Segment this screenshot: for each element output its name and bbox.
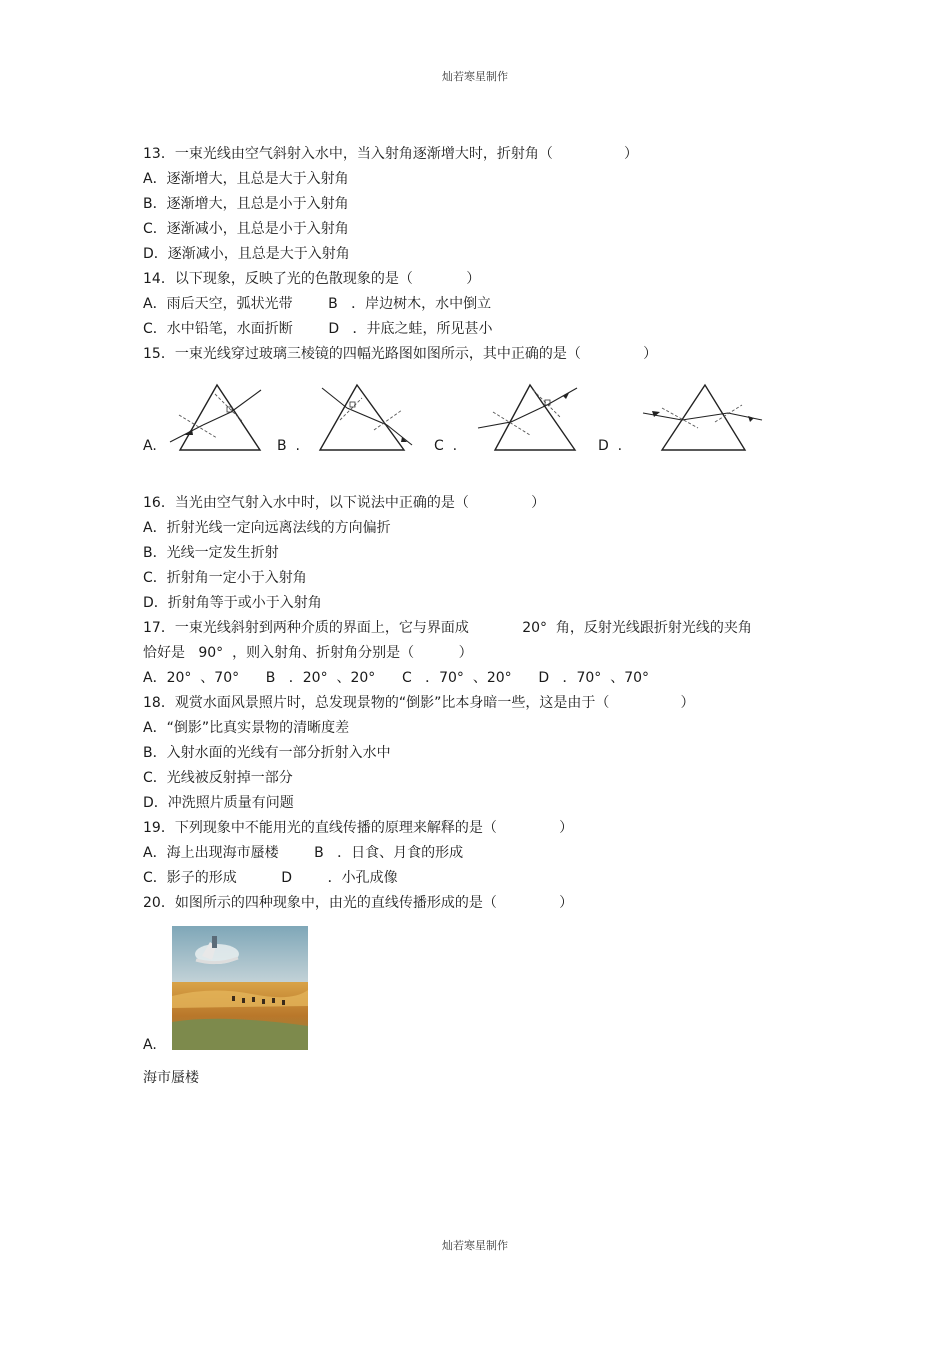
q17-stem-line1: 17．一束光线斜射到两种介质的界面上，它与界面成 20° 角，反射光线跟折射光线的夹角: [143, 620, 752, 636]
page-footer: 灿若寒星制作: [442, 1239, 508, 1252]
q19-options-cd: C．影子的形成 D ．小孔成像: [143, 870, 398, 886]
q17-stem-line2: 恰好是 90° ，则入射角、折射角分别是（ ）: [143, 645, 473, 661]
prism-label-a: A.: [143, 438, 157, 454]
q18-stem: 18．观赏水面风景照片时，总发现景物的“倒影”比本身暗一些，这是由于（ ）: [143, 695, 695, 711]
prism-diagram-c: [475, 380, 585, 455]
q18-option-b: B．入射水面的光线有一部分折射入水中: [143, 745, 391, 761]
q19-stem: 19．下列现象中不能用光的直线传播的原理来解释的是（ ）: [143, 820, 574, 836]
q19-options-ab: A．海上出现海市蜃楼 B ．日食、月食的形成: [143, 845, 464, 861]
q13-option-a: A．逐渐增大，且总是大于入射角: [143, 171, 349, 187]
q16-option-b: B．光线一定发生折射: [143, 545, 279, 561]
q16-option-a: A．折射光线一定向远离法线的方向偏折: [143, 520, 391, 536]
q14-stem: 14．以下现象，反映了光的色散现象的是（ ）: [143, 271, 481, 287]
q13-option-b: B．逐渐增大，且总是小于入射角: [143, 196, 349, 212]
q16-option-d: D．折射角等于或小于入射角: [143, 595, 322, 611]
page-header: 灿若寒星制作: [442, 70, 508, 83]
prism-diagram-a: [165, 380, 270, 455]
prism-label-d: D .: [598, 438, 623, 454]
q20-stem: 20．如图所示的四种现象中，由光的直线传播形成的是（ ）: [143, 895, 574, 911]
prism-label-c: C .: [434, 438, 458, 454]
q16-stem: 16．当光由空气射入水中时，以下说法中正确的是（ ）: [143, 495, 546, 511]
q15-stem: 15．一束光线穿过玻璃三棱镜的四幅光路图如图所示，其中正确的是（ ）: [143, 346, 658, 362]
mirage-photo: [172, 926, 308, 1050]
q18-option-a: A．“倒影”比真实景物的清晰度差: [143, 720, 350, 736]
q20-option-a-caption: 海市蜃楼: [143, 1070, 199, 1086]
q13-option-d: D．逐渐减小，且总是大于入射角: [143, 246, 350, 262]
q13-stem: 13．一束光线由空气斜射入水中，当入射角逐渐增大时，折射角（ ）: [143, 146, 639, 162]
q13-option-c: C．逐渐减小，且总是小于入射角: [143, 221, 349, 237]
prism-label-b: B .: [277, 438, 300, 454]
q14-options-cd: C．水中铅笔，水面折断 D ．井底之蛙，所见甚小: [143, 321, 493, 337]
q14-options-ab: A．雨后天空，弧状光带 B ．岸边树木，水中倒立: [143, 296, 492, 312]
prism-diagram-d: [640, 380, 765, 455]
prism-diagram-b: [312, 380, 417, 455]
q18-option-c: C．光线被反射掉一部分: [143, 770, 293, 786]
q17-options: A．20° 、70° B ．20° 、20° C ．70° 、20° D ．70° 、70°: [143, 670, 650, 686]
q18-option-d: D．冲洗照片质量有问题: [143, 795, 294, 811]
q20-option-a-label: A.: [143, 1037, 157, 1053]
q16-option-c: C．折射角一定小于入射角: [143, 570, 307, 586]
